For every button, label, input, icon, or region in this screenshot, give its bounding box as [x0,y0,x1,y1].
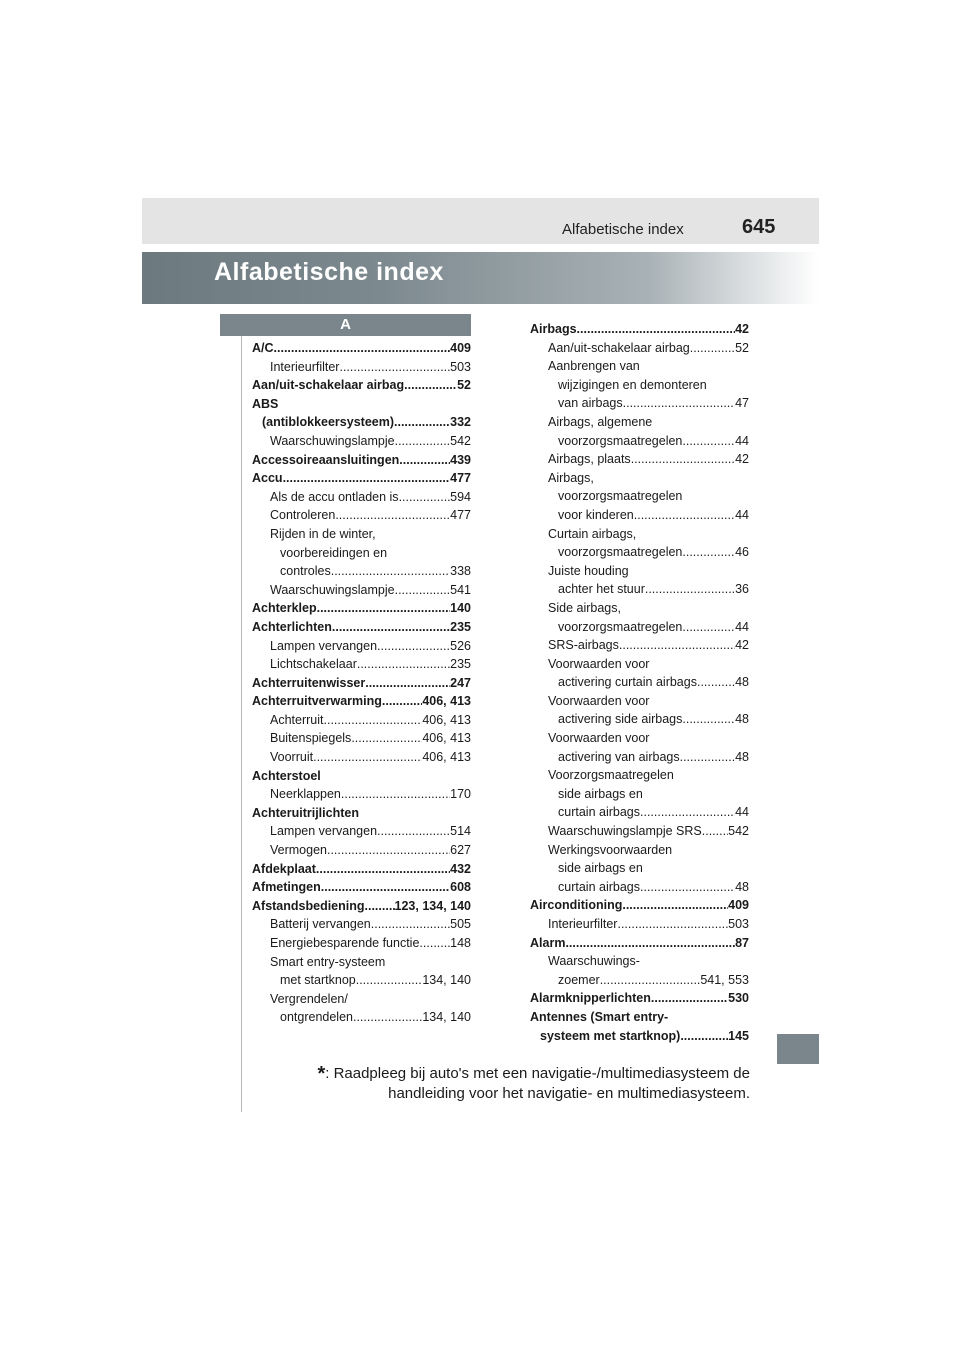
index-column-right [530,320,749,1045]
index-entry-term: Afmetingen [252,880,321,895]
index-entry-page: 406, 413 [422,750,471,765]
index-entry [530,339,749,358]
index-entry-term: Waarschuwingslampje [270,582,395,597]
page-number: 645 [742,216,776,238]
dot-leader [682,432,735,451]
index-entry [530,618,749,637]
index-entry [252,581,471,600]
index-entry-term: Accessoireaansluitingen [252,452,400,467]
index-entry [530,785,749,804]
index-entry-term: Antennes (Smart entry- [530,1009,669,1024]
index-entry-term: Alarm [530,935,566,950]
dot-leader [377,822,450,841]
index-entry [252,525,471,544]
index-entry [252,469,471,488]
index-entry [530,673,749,692]
index-entry-page: 134, 140 [422,1010,471,1025]
dot-leader [399,488,451,507]
dot-leader [332,618,450,637]
index-entry-page: 406, 413 [422,694,471,709]
index-entry-term: Werkingsvoorwaarden [548,842,673,857]
dot-leader [419,934,450,953]
index-entry-page: 134, 140 [422,973,471,988]
dot-leader [351,729,422,748]
index-entry-page: 608 [450,880,471,895]
dot-leader [399,451,450,470]
index-entry [530,952,749,971]
index-entry [252,339,471,358]
index-entry [252,841,471,860]
index-entry-term: Achterklep [252,601,317,616]
index-entry [252,395,471,414]
index-entry-page: 46 [735,545,749,560]
dot-leader [353,1008,422,1027]
index-entry-page: 44 [735,507,749,522]
index-entry [530,394,749,413]
page-title: Alfabetische index [214,258,444,286]
index-entry [530,748,749,767]
dot-leader [339,358,450,377]
index-entry [530,450,749,469]
index-entry [252,655,471,674]
dot-leader [283,469,451,488]
dot-leader [335,506,450,525]
index-entry-page: 36 [735,582,749,597]
index-entry-page: 541 [450,582,471,597]
index-entry-page: 145 [728,1028,749,1043]
index-entry-page: 148 [450,936,471,950]
index-entry-page: 526 [450,638,471,653]
dot-leader [631,450,735,469]
index-entry [252,767,471,786]
index-entry-term: SRS-airbags [548,638,619,653]
index-entry-page: 332 [450,415,471,430]
dot-leader [377,637,450,656]
index-entry [530,599,749,618]
index-entry [252,637,471,656]
footnote-line-2: handleiding voor het navigatie- en multimediasysteem. [388,1085,750,1102]
index-entry-page: 594 [450,489,471,504]
index-entry-page: 505 [450,917,471,932]
index-entry-page: 409 [728,898,749,913]
index-entry [252,599,471,618]
index-entry-page: 44 [735,805,749,820]
index-entry-term: Rijden in de winter, [270,526,376,541]
dot-leader [394,413,450,432]
index-entry-page: 48 [735,879,749,894]
index-entry [252,934,471,953]
index-column-left [252,339,471,1027]
index-entry-term: Waarschuwingslampje [270,433,395,448]
index-entry [530,525,749,544]
index-entry-term: Aan/uit-schakelaar airbag [548,340,690,355]
index-entry-term: Aan/uit-schakelaar airbag [252,378,405,393]
index-entry-term: zoemer [558,972,600,987]
index-entry-page: 477 [450,508,471,523]
index-entry-term: activering side airbags [558,712,683,727]
index-entry-term: ABS [252,396,279,411]
index-entry-term: Lichtschakelaar [270,657,357,672]
index-entry-term: Smart entry-systeem [270,954,386,969]
index-entry-term: Batterij vervangen [270,917,371,932]
index-entry-term: achter het stuur [558,582,645,597]
index-entry [530,915,749,934]
index-entry-page: 42 [735,638,749,653]
index-entry-term: Airbags, [548,470,594,485]
index-entry-term: ontgrendelen [280,1010,353,1025]
index-entry [530,766,749,785]
index-entry-term: Airbags, plaats [548,452,631,467]
index-entry-term: Neerklappen [270,787,341,802]
index-entry-page: 44 [735,619,749,634]
dot-leader [565,934,735,953]
index-entry [530,487,749,506]
index-entry-term: Interieurfilter [270,359,340,374]
index-entry-term: side airbags en [558,861,643,876]
index-entry-term: Airbags [530,322,577,336]
index-entry-term: Interieurfilter [548,917,618,931]
index-entry-term: Side airbags, [548,600,621,615]
index-entry-page: 235 [450,657,471,672]
index-entry-term: wijzigingen en demonteren [558,377,707,392]
header-title: Alfabetische index [562,221,684,238]
index-entry [252,544,471,563]
index-entry-page: 503 [728,917,749,931]
dot-leader [324,711,423,730]
index-entry-term: activering curtain airbags [558,675,697,690]
index-entry [252,860,471,879]
dot-leader [331,562,450,581]
index-entry [530,320,749,339]
index-entry [252,413,471,432]
index-entry [530,580,749,599]
index-entry-term: Achterlichten [252,619,332,634]
index-entry-term: Voorwaarden voor [548,656,650,671]
index-entry [530,841,749,860]
index-entry [530,1027,749,1046]
index-entry-term: A/C [252,341,274,355]
index-entry-page: 541, 553 [700,972,749,987]
index-entry-term: Voorruit [270,750,314,765]
dot-leader [382,692,422,711]
dot-leader [682,618,735,637]
dot-leader [357,655,450,674]
dot-leader [395,432,451,451]
dot-leader [341,785,450,804]
index-entry-term: Aanbrengen van [548,359,640,374]
index-entry-page: 48 [735,712,749,727]
dot-leader [356,971,423,990]
index-entry [252,376,471,395]
index-entry-page: 140 [450,601,471,616]
index-entry [530,971,749,990]
index-entry [252,915,471,934]
index-entry [252,692,471,711]
index-entry-term: Buitenspiegels [270,731,352,746]
index-entry [530,655,749,674]
index-entry-page: 542 [728,824,749,839]
index-entry-term: Voorwaarden voor [548,693,650,708]
index-entry-term: systeem met startknop) [540,1028,681,1043]
index-entry-term: activering van airbags [558,749,680,764]
index-entry [530,413,749,432]
dot-leader [697,673,735,692]
index-entry-term: van airbags [558,396,623,411]
index-entry [252,451,471,470]
footnote-asterisk: * [317,1063,326,1085]
index-entry [252,562,471,581]
index-entry-term: curtain airbags [558,805,640,820]
index-entry-term: (antiblokkeersysteem) [262,415,395,430]
index-entry [530,376,749,395]
index-entry [530,934,749,953]
index-entry-term: Controleren [270,508,336,523]
index-entry [530,822,749,841]
index-entry-page: 477 [450,471,471,486]
index-entry-term: voorzorgsmaatregelen [558,433,683,448]
dot-leader [577,320,736,339]
index-entry-term: Voorzorgsmaatregelen [548,768,674,783]
dot-leader [682,710,735,729]
index-entry-term: Vermogen [270,843,327,858]
index-entry-term: Lampen vervangen [270,638,378,653]
index-entry-term: Airconditioning [530,898,623,913]
index-entry [530,469,749,488]
index-entry [252,878,471,897]
index-entry [530,896,749,915]
index-entry-page: 123, 134, 140 [394,898,471,913]
index-entry-page: 503 [450,359,471,374]
index-entry-page: 530 [728,991,749,1006]
dot-leader [619,636,735,655]
index-entry-term: Afstandsbediening [252,898,365,913]
index-entry [530,803,749,822]
index-entry-page: 235 [450,619,471,634]
index-entry [252,822,471,841]
thumb-index-tab [777,1034,819,1064]
index-entry-page: 432 [450,861,471,876]
index-entry-term: Voorwaarden voor [548,731,650,746]
index-entry [530,859,749,878]
index-entry-page: 406, 413 [422,712,471,727]
index-entry [252,971,471,990]
index-entry-term: Achterruitenwisser [252,675,366,690]
dot-leader [327,841,450,860]
index-entry-page: 627 [450,843,471,858]
index-entry-term: Juiste houding [548,563,629,578]
index-entry-term: Achterruitverwarming [252,694,382,709]
index-entry-term: curtain airbags [558,879,640,894]
index-entry [530,729,749,748]
index-entry [252,618,471,637]
index-entry-term: voorzorgsmaatregelen [558,619,683,634]
index-entry-term: Alarmknipperlichten [530,991,651,1006]
index-entry [252,748,471,767]
dot-leader [317,599,451,618]
dot-leader [365,674,450,693]
index-entry-term: Waarschuwingslampje SRS [548,824,702,839]
index-entry-page: 406, 413 [422,731,471,746]
index-entry [252,358,471,377]
index-entry-term: voorzorgsmaatregelen [558,489,683,504]
dot-leader [702,822,728,841]
index-entry-term: Curtain airbags, [548,526,637,541]
index-entry-term: Energiebesparende functie [270,936,420,950]
dot-leader [365,897,395,916]
index-entry [252,711,471,730]
dot-leader [371,915,450,934]
index-entry [252,1008,471,1027]
index-entry-page: 247 [450,675,471,690]
index-entry-page: 52 [457,378,471,393]
header-band [142,198,819,244]
dot-leader [645,580,735,599]
index-entry-page: 439 [450,452,471,467]
dot-leader [690,339,735,358]
index-entry-term: Als de accu ontladen is [270,489,399,504]
index-entry [252,488,471,507]
index-entry-term: Airbags, algemene [548,414,653,429]
index-entry-page: 48 [735,749,749,764]
dot-leader [316,860,450,879]
index-entry [252,990,471,1009]
index-entry-term: Waarschuwings- [548,954,640,969]
index-entry-page: 514 [450,824,471,839]
index-entry-page: 338 [450,564,471,579]
dot-leader [395,581,451,600]
index-entry-term: Achterruit [270,712,324,727]
dot-leader [622,896,728,915]
index-entry [252,432,471,451]
index-entry [252,953,471,972]
index-entry-page: 52 [735,340,749,355]
index-entry [530,989,749,1008]
index-entry-term: side airbags en [558,786,643,801]
index-entry [252,729,471,748]
dot-leader [313,748,422,767]
index-entry-term: voorzorgsmaatregelen [558,545,683,560]
footnote-line-1: : Raadpleeg bij auto's met een navigatie-/multimediasysteem de [325,1065,750,1082]
index-entry [252,674,471,693]
index-entry-page: 87 [735,935,749,950]
dot-leader [680,1027,728,1046]
dot-leader [682,543,735,562]
index-entry [530,506,749,525]
index-entry [530,636,749,655]
index-entry-term: controles [280,564,331,579]
index-entry-page: 44 [735,433,749,448]
index-entry-page: 42 [735,322,749,336]
dot-leader [600,971,701,990]
section-letter-header: A [220,314,471,336]
dot-leader [617,915,728,934]
index-entry-page: 542 [450,433,471,448]
index-entry [530,692,749,711]
index-entry-term: Lampen vervangen [270,824,378,839]
footnote [300,1064,750,1104]
index-entry-page: 170 [450,787,471,802]
index-entry [530,432,749,451]
index-entry [252,897,471,916]
index-entry-page: 48 [735,675,749,690]
dot-leader [680,748,735,767]
index-entry-term: Accu [252,471,283,486]
index-entry-term: voor kinderen [558,507,634,522]
index-entry-term: Achterstoel [252,768,321,783]
index-entry-page: 47 [735,396,749,411]
index-entry-term: voorbereidingen en [280,545,388,560]
column-divider [241,314,242,1112]
index-entry-term: Vergrendelen/ [270,991,348,1006]
index-entry-term: Achteruitrijlichten [252,805,359,820]
dot-leader [274,339,451,358]
index-entry [530,357,749,376]
index-entry-term: Afdekplaat [252,861,316,876]
index-entry-page: 42 [735,452,749,467]
index-entry [530,543,749,562]
dot-leader [634,506,735,525]
dot-leader [640,878,735,897]
index-entry [530,1008,749,1027]
dot-leader [651,989,728,1008]
index-entry [530,878,749,897]
dot-leader [623,394,735,413]
index-entry [252,804,471,823]
dot-leader [404,376,457,395]
index-entry [530,710,749,729]
index-entry [252,785,471,804]
index-entry-term: met startknop [280,973,356,988]
dot-leader [640,803,735,822]
dot-leader [321,878,450,897]
index-entry-page: 409 [450,341,471,355]
index-entry [530,562,749,581]
index-entry [252,506,471,525]
